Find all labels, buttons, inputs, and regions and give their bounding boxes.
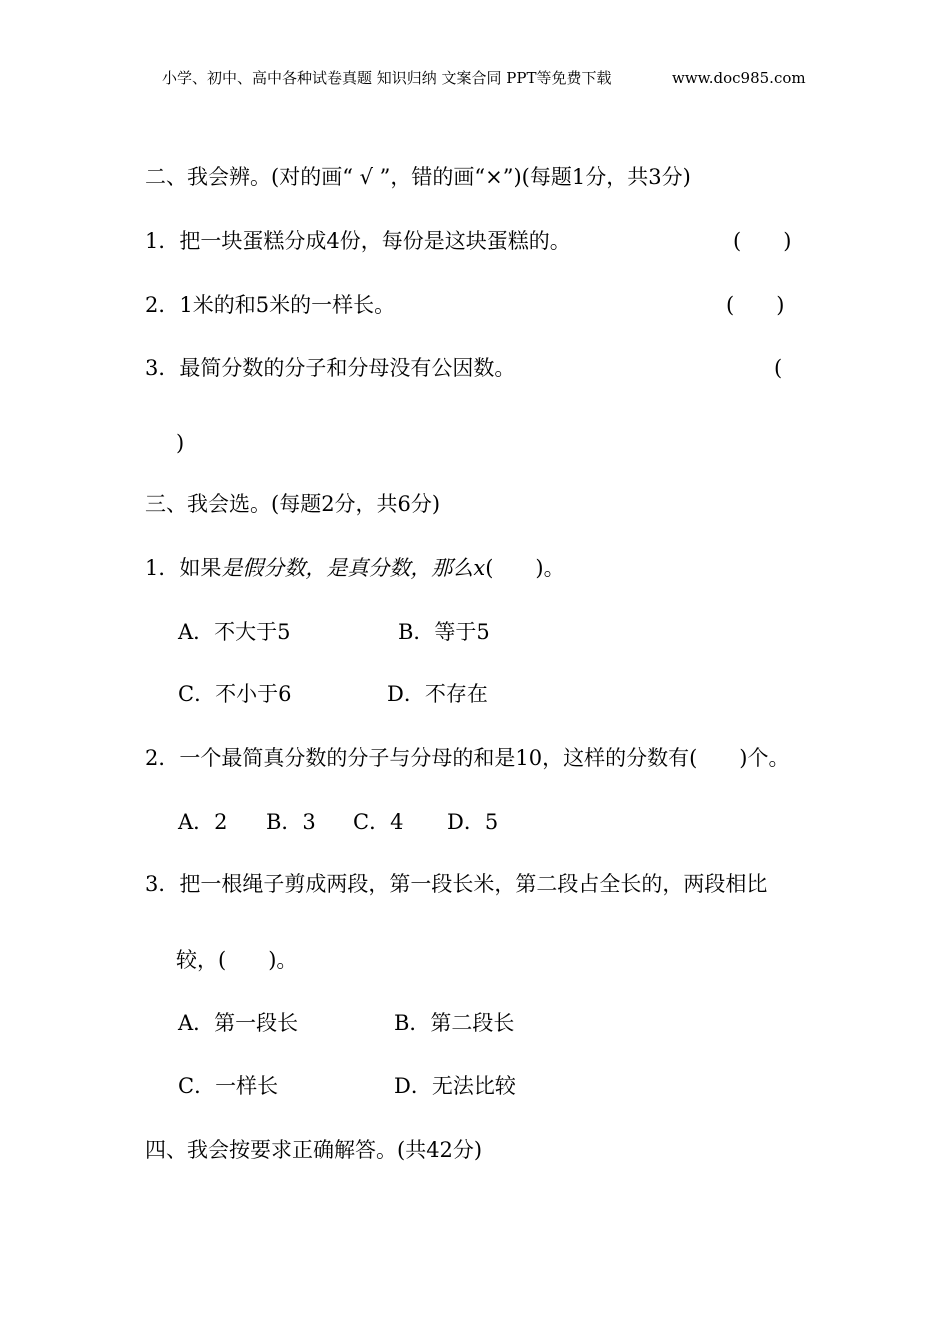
s2-q1-answer-blank[interactable]: ( ): [733, 229, 792, 253]
s3-q1-prefix: 1．如果: [145, 556, 222, 580]
s3-q1-option-b[interactable]: B．等于5: [398, 620, 490, 644]
s3-q2-option-a[interactable]: A．2: [178, 810, 228, 834]
section3-title: 三、我会选。(每题2分，共6分): [145, 492, 441, 516]
s3-q3-option-c[interactable]: C．一样长: [178, 1074, 279, 1098]
s3-q2-text: 2．一个最简真分数的分子与分母的和是10，这样的分数有( )个。: [145, 746, 790, 770]
s3-q1-text: [145, 555, 565, 581]
header-url: www.doc985.com: [672, 69, 806, 87]
s3-q2-option-b[interactable]: B．3: [266, 810, 316, 834]
s3-q1-option-d[interactable]: D．不存在: [387, 682, 488, 706]
s2-q3-blank-close: ): [176, 431, 185, 455]
s3-q1-option-c[interactable]: C．不小于6: [178, 682, 292, 706]
s2-q2-text: 2．1米的和5米的一样长。: [145, 293, 396, 317]
s3-q1-option-a[interactable]: A．不大于5: [178, 620, 291, 644]
s3-q3-option-a[interactable]: A．第一段长: [178, 1011, 299, 1035]
section4-title: 四、我会按要求正确解答。(共42分): [145, 1138, 483, 1162]
s3-q3-line2: 较，( )。: [176, 948, 298, 972]
s3-q1-suffix: ( )。: [485, 556, 565, 580]
section2-title: 二、我会辨。(对的画“ √ ”，错的画“×”)(每题1分，共3分): [145, 165, 691, 189]
s3-q1-italic: 是假分数，是真分数，那么x: [221, 556, 486, 580]
s2-q3-blank-open[interactable]: (: [774, 356, 783, 380]
s3-q3-option-d[interactable]: D．无法比较: [394, 1074, 516, 1098]
s3-q2-option-c[interactable]: C．4: [353, 810, 404, 834]
s2-q1-text: 1．把一块蛋糕分成4份，每份是这块蛋糕的。: [145, 229, 571, 253]
s2-q2-answer-blank[interactable]: ( ): [726, 293, 785, 317]
s3-q3-option-b[interactable]: B．第二段长: [394, 1011, 515, 1035]
s3-q2-option-d[interactable]: D．5: [447, 810, 499, 834]
s3-q3-line1: 3．把一根绳子剪成两段，第一段长米，第二段占全长的，两段相比: [145, 872, 768, 896]
header-text: 小学、初中、高中各种试卷真题 知识归纳 文案合同 PPT等免费下载: [162, 69, 612, 87]
s2-q3-text: 3．最简分数的分子和分母没有公因数。: [145, 356, 516, 380]
